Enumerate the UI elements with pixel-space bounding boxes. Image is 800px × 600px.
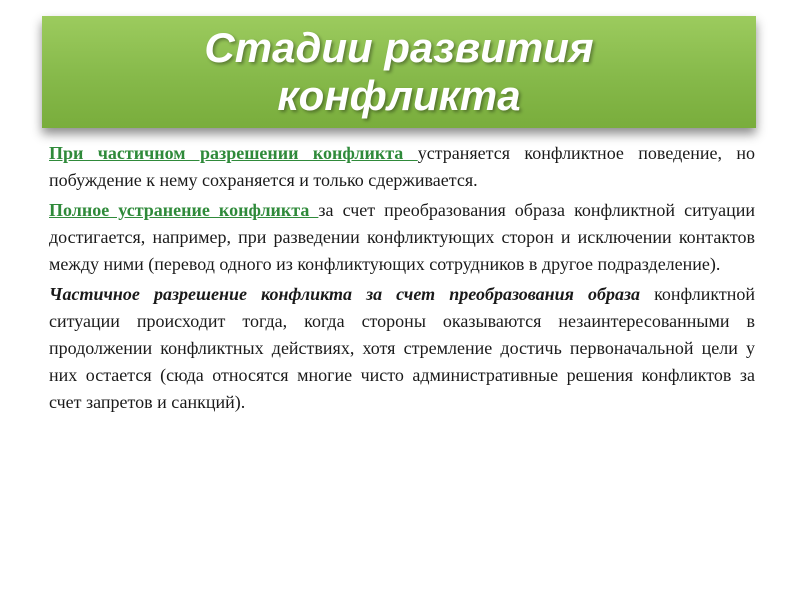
slide-body	[49, 140, 755, 419]
slide-title-line-1: Стадии развития	[204, 24, 594, 71]
paragraph-text: за счет преобразования образа конфликтной ситуации достигается, например, при разведении конфликтующих сторон и исключении контактов между ними (перевод одного из конфликтующих сотрудников в другое подразделение).	[49, 200, 755, 274]
term-partial-transformation: Частичное разрешение конфликта за счет преобразования образа	[49, 284, 640, 304]
slide-title-line-2: конфликта	[277, 72, 521, 119]
paragraph-text: устраняется конфликтное поведение, но побуждение к нему сохраняется и только сдерживается.	[49, 143, 755, 190]
paragraph-full-elimination	[49, 197, 755, 278]
paragraph-text: конфликтной ситуации происходит тогда, когда стороны оказываются незаинтересованными в продолжении конфликтных действиях, хотя стремление достичь первоначальной цели у них остается (сюда относятся многие чисто административные решения конфликтов за счет запретов и санкций).	[49, 284, 756, 412]
paragraph-partial-resolution	[49, 140, 755, 194]
title-banner	[42, 16, 756, 128]
term-partial-resolution: При частичном разрешении конфликта	[49, 143, 418, 163]
term-full-elimination: Полное устранение конфликта	[49, 200, 319, 220]
paragraph-partial-transformation	[49, 281, 755, 416]
